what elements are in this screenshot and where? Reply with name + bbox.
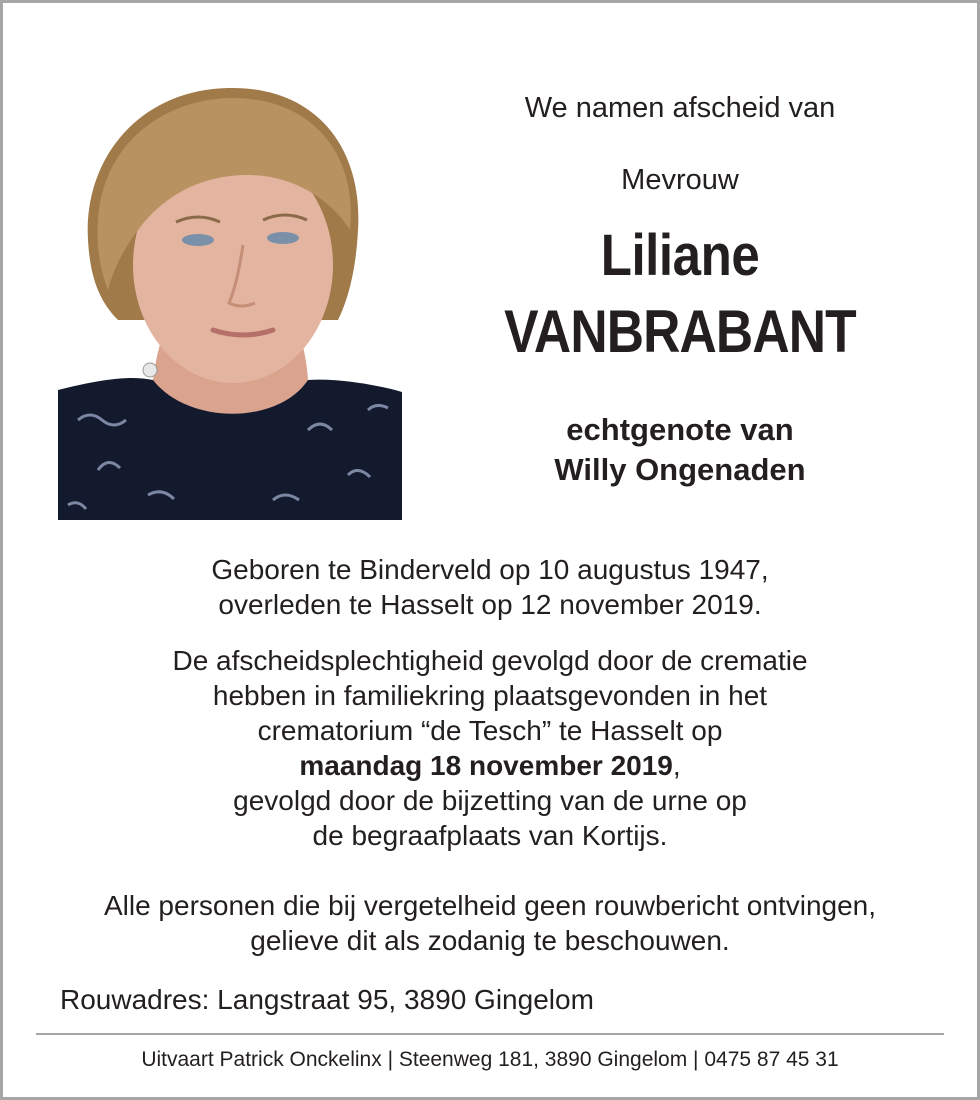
ceremony-info bbox=[30, 643, 950, 853]
intro-text: We namen afscheid van bbox=[524, 92, 836, 124]
notice-body bbox=[30, 552, 950, 958]
funeral-home-footer: Uitvaart Patrick Onckelinx | Steenweg 181, 3890 Gingelom | 0475 87 45 31 bbox=[141, 1048, 839, 1071]
title-word: Mevrouw bbox=[621, 164, 739, 196]
mourning-address: Rouwadres: Langstraat 95, 3890 Gingelom bbox=[60, 984, 594, 1015]
ceremony-line-1: De afscheidsplechtigheid gevolgd door de crematie bbox=[172, 645, 808, 676]
spouse-line-1: echtgenote van bbox=[566, 412, 794, 447]
ceremony-date: maandag 18 november 2019 bbox=[299, 750, 673, 781]
spouse-info bbox=[430, 410, 930, 490]
ceremony-line-3: crematorium “de Tesch” te Hasselt op bbox=[257, 715, 723, 746]
ceremony-line-2: hebben in familiekring plaatsgevonden in het bbox=[212, 680, 768, 711]
ceremony-line-5: gevolgd door de bijzetting van de urne op bbox=[233, 785, 747, 816]
ceremony-date-suffix: , bbox=[672, 750, 681, 781]
footer-divider bbox=[36, 1033, 944, 1035]
portrait-illustration bbox=[58, 80, 402, 520]
birth-line: Geboren te Binderveld op 10 augustus 1947, bbox=[211, 554, 769, 585]
spouse-line-2: Willy Ongenaden bbox=[554, 452, 806, 487]
death-line: overleden te Hasselt op 12 november 2019. bbox=[218, 589, 762, 620]
ceremony-line-6: de begraafplaats van Kortijs. bbox=[312, 820, 668, 851]
notice-line-2: gelieve dit als zodanig te beschouwen. bbox=[250, 925, 730, 956]
notice-line-1: Alle personen die bij vergetelheid geen rouwbericht ontvingen, bbox=[103, 890, 877, 921]
deceased-first-name: Liliane bbox=[600, 223, 760, 288]
birth-death-info bbox=[30, 552, 950, 622]
header-block bbox=[430, 80, 930, 490]
portrait-photo bbox=[58, 80, 402, 520]
deceased-last-name: VANBRABANT bbox=[504, 298, 856, 365]
notification-notice bbox=[30, 888, 950, 958]
